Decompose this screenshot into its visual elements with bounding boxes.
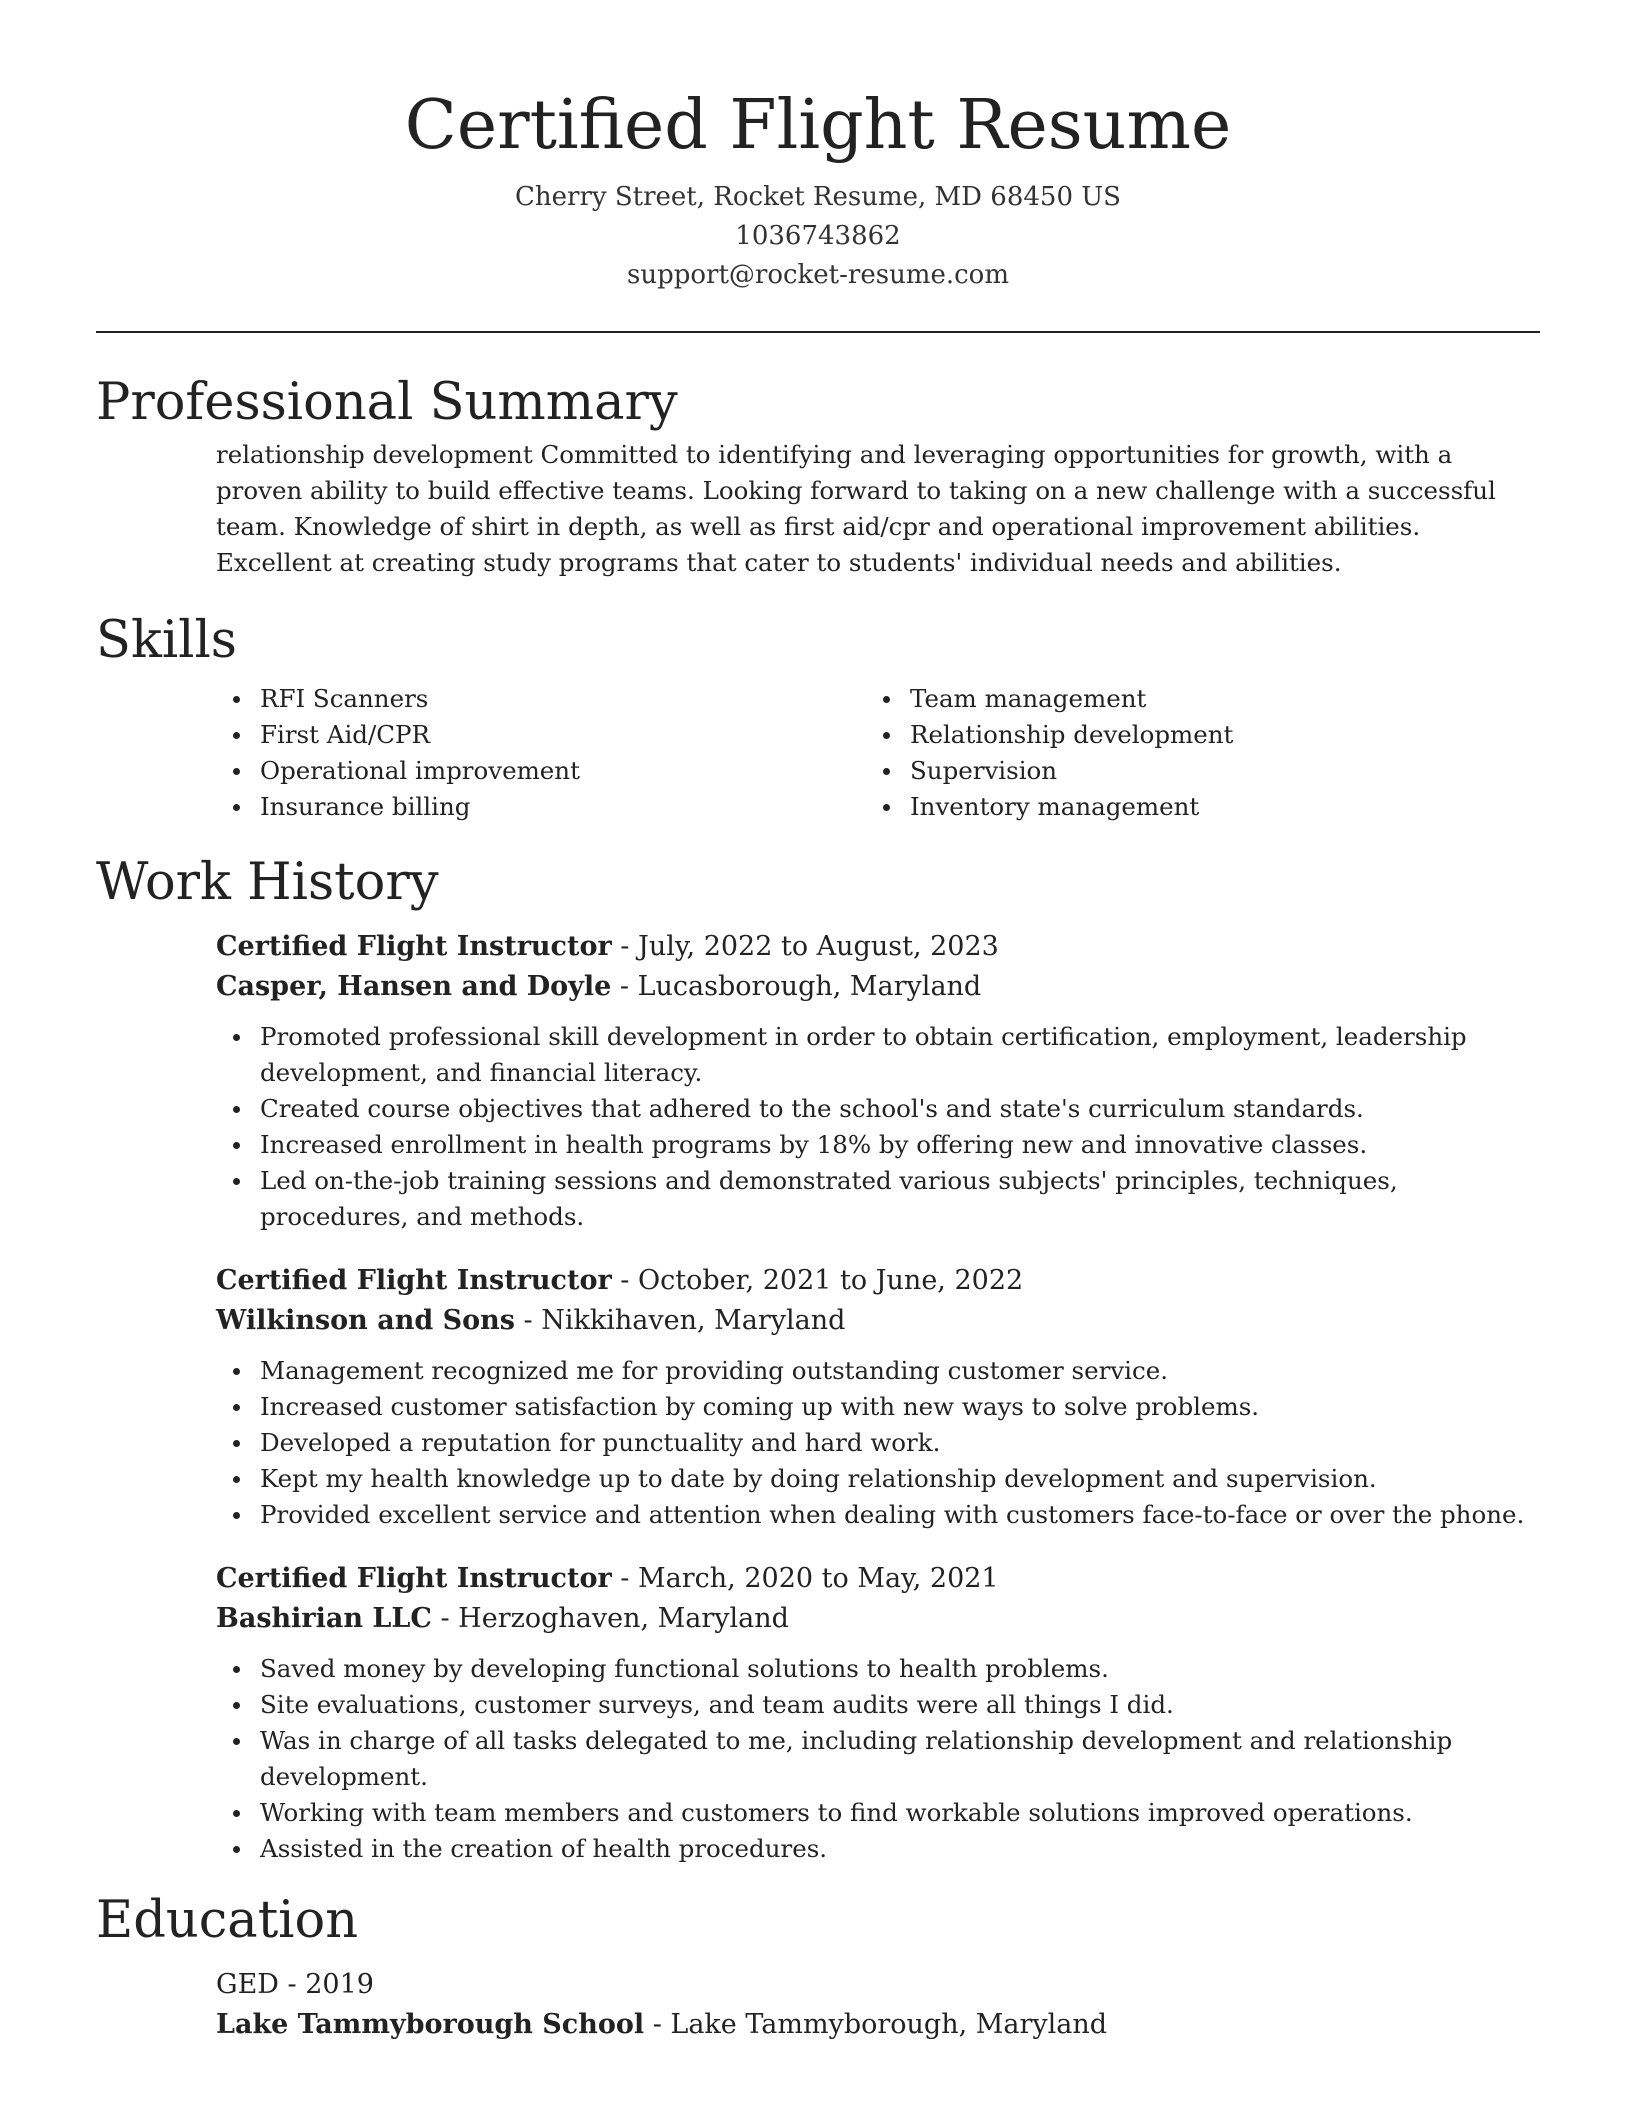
header-divider [96,331,1540,333]
job-bullet: Saved money by developing functional solutions to health problems. [216,1651,1540,1687]
job-bullet: Working with team members and customers to find workable solutions improved operations. [216,1795,1540,1831]
job-title: Certified Flight Instructor [216,1265,612,1296]
job-company: Casper, Hansen and Doyle [216,971,612,1002]
job-bullet: Management recognized me for providing outstanding customer service. [216,1353,1540,1389]
section-title-skills: Skills [96,611,237,670]
job-title: Certified Flight Instructor [216,1563,612,1594]
job-bullet: Provided excellent service and attention when dealing with customers face-to-face or over the phone. [216,1497,1540,1533]
job-company-line [216,1599,1540,1639]
job-dates: - March, 2020 to May, 2021 [611,1563,999,1594]
job-location: - Lucasborough, Maryland [611,971,982,1002]
job-bullet: Increased customer satisfaction by coming up with new ways to solve problems. [216,1389,1540,1425]
skills-column-right [866,681,1516,825]
education-location: - Lake Tammyborough, Maryland [644,2009,1108,2040]
job-bullet: Created course objectives that adhered to the school's and state's curriculum standards. [216,1091,1540,1127]
job-dates: - October, 2021 to June, 2022 [611,1265,1024,1296]
job-entry [96,927,1540,1235]
skill-item: Insurance billing [216,789,866,825]
skill-item: Operational improvement [216,753,866,789]
skill-item: Supervision [866,753,1516,789]
job-bullets [216,1353,1540,1533]
resume-header [96,0,1540,295]
section-title-summary: Professional Summary [96,373,678,432]
resume-name: Certified Flight Resume [404,86,1232,165]
skills-column-left [216,681,866,825]
job-company-line [216,967,1540,1007]
education-year: - 2019 [278,1969,374,2000]
professional-summary-section [96,371,1540,581]
job-title-line [216,927,1540,967]
job-title: Certified Flight Instructor [216,931,612,962]
job-bullet: Promoted professional skill development in order to obtain certification, employment, leadership development, and financial literacy. [216,1019,1540,1091]
skill-item: Team management [866,681,1516,717]
skill-item: Relationship development [866,717,1516,753]
summary-text: relationship development Committed to identifying and leveraging opportunities for growth, with a proven ability to build effective teams. Looking forward to taking on a new challenge with a successful team. Knowledge of shirt in depth, as well as first aid/cpr and operational improvement abilities. Excellent at creating study programs that cater to students' individual needs and abilities. [216,440,1496,577]
education-degree-line [216,1965,1540,2005]
job-title-line [216,1559,1540,1599]
education-section [96,1889,1540,2045]
contact-block [96,178,1540,295]
job-title-line [216,1261,1540,1301]
skills-grid [216,681,1540,825]
job-company-line [216,1301,1540,1341]
address: Cherry Street, Rocket Resume, MD 68450 US [515,182,1121,212]
job-dates: - July, 2022 to August, 2023 [611,931,999,962]
section-title-education: Education [96,1891,359,1950]
skill-item: RFI Scanners [216,681,866,717]
job-bullet: Was in charge of all tasks delegated to me, including relationship development and relationship development. [216,1723,1540,1795]
education-degree: GED [216,1969,279,2000]
job-bullet: Increased enrollment in health programs by 18% by offering new and innovative classes. [216,1127,1540,1163]
job-bullet: Assisted in the creation of health procedures. [216,1831,1540,1867]
job-company: Wilkinson and Sons [216,1305,515,1336]
job-company: Bashirian LLC [216,1603,432,1634]
job-bullets [216,1019,1540,1235]
job-location: - Herzoghaven, Maryland [431,1603,789,1634]
job-entry [96,1261,1540,1533]
job-bullet: Led on-the-job training sessions and demonstrated various subjects' principles, techniques, procedures, and methods. [216,1163,1540,1235]
skills-section [96,609,1540,825]
skill-item: Inventory management [866,789,1516,825]
section-title-work: Work History [96,853,439,912]
education-school: Lake Tammyborough School [216,2009,645,2040]
education-entry [96,1965,1540,2045]
skill-item: First Aid/CPR [216,717,866,753]
job-bullet: Site evaluations, customer surveys, and team audits were all things I did. [216,1687,1540,1723]
job-bullets [216,1651,1540,1867]
job-bullet: Developed a reputation for punctuality and hard work. [216,1425,1540,1461]
job-entry [96,1559,1540,1867]
job-location: - Nikkihaven, Maryland [514,1305,846,1336]
email: support@rocket-resume.com [626,260,1009,290]
job-bullet: Kept my health knowledge up to date by doing relationship development and supervision. [216,1461,1540,1497]
phone: 1036743862 [735,221,901,251]
resume-page [96,0,1540,2045]
work-history-section [96,851,1540,1867]
education-school-line [216,2005,1540,2045]
